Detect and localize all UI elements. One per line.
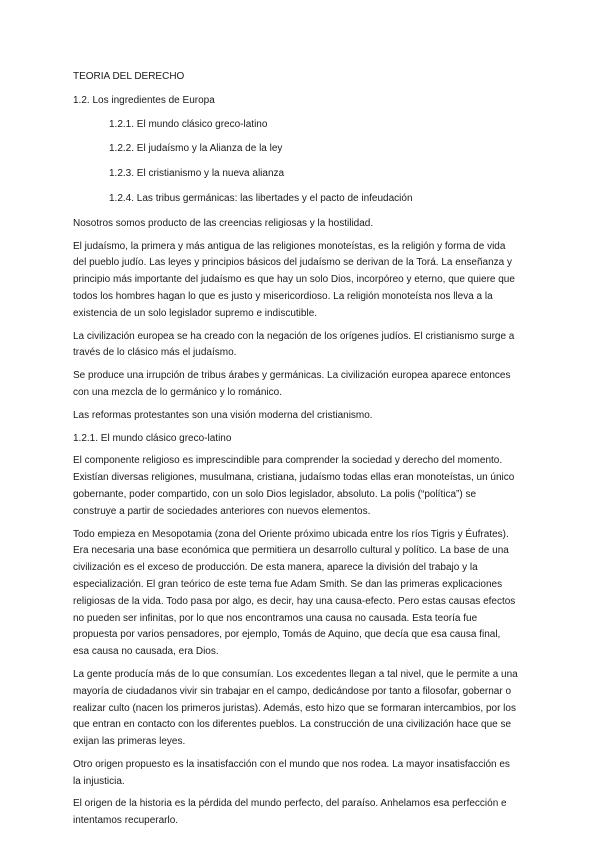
toc-item: 1.2.4. Las tribus germánicas: las libertades y el pacto de infeudación [109, 192, 413, 204]
toc-item: 1.2.2. El judaísmo y la Alianza de la ley [109, 143, 283, 155]
toc-item: 1.2.1. El mundo clásico greco-latino [109, 118, 268, 130]
section-heading: 1.2. Los ingredientes de Europa [73, 94, 215, 106]
paragraph: La civilización europea se ha creado con la negación de los orígenes judíos. El cristianismo surge a través de lo clásico más el judaísmo. [73, 330, 515, 359]
paragraph: Todo empieza en Mesopotamia (zona del Oriente próximo ubicada entre los ríos Tigris y Éufrates). Era necesaria una base económica que permitiera un desarrollo cultural y político. La base de una civilización es el exceso de producción. De esta manera, aparece la división del trabajo y la especialización. El gran teórico de este tema fue Adam Smith. Se dan las primeras explicaciones religiosas de la vida. Todo pasa por algo, es decir, hay una causa-efecto. Pero estas causas efectos no pueden ser infinitas, por lo que nos encontramos una causa no causada. Esta teoría fue propuesta por varios pensadores, por ejemplo, Tomás de Aquino, que decía que esa causa final, esa causa no causada, era Dios. [73, 528, 516, 658]
paragraph: Nosotros somos producto de las creencias religiosas y la hostilidad. [73, 217, 374, 229]
subsection-heading: 1.2.1. El mundo clásico greco-latino [73, 432, 232, 444]
document-title: TEORIA DEL DERECHO [73, 71, 185, 82]
toc-item: 1.2.3. El cristianismo y la nueva alianza [109, 168, 285, 180]
paragraph: El componente religioso es imprescindible para comprender la sociedad y derecho del momento. Existían diversas religiones, musulmana, cristiana, judaísmo todas ellas eran monoteístas, un único gobernante, poder compartido, con un solo Dios legislador, absoluto. La polis (“política”) se construye a partir de sociedades anteriores con nuevos elementos. [73, 455, 515, 517]
paragraph: Otro origen propuesto es la insatisfacción con el mundo que nos rodea. La mayor insatisfacción es la injusticia. [73, 758, 510, 787]
paragraph: La gente producía más de lo que consumían. Los excedentes llegan a tal nivel, que le permite a una mayoría de ciudadanos vivir sin trabajar en el campo, dedicándose por tanto a filosofar, gobernar o realizar culto (nacen los primeros juristas). Además, esto hizo que se formaran intercambios, por los que entran en contacto con los diferentes pueblos. La construcción de una civilización hace que se exijan las primeras leyes. [73, 668, 518, 748]
paragraph: El origen de la historia es la pérdida del mundo perfecto, del paraíso. Anhelamos esa perfección e intentamos recuperarlo. [73, 798, 507, 827]
paragraph: Las reformas protestantes son una visión moderna del cristianismo. [73, 409, 373, 421]
paragraph: Se produce una irrupción de tribus árabes y germánicas. La civilización europea aparece entonces con una mezcla de lo germánico y lo románico. [73, 370, 511, 398]
paragraph: El judaísmo, la primera y más antigua de las religiones monoteístas, es la religión y forma de vida del pueblo judío. Las leyes y principios básicos del judaísmo se derivan de la Torá. La enseñanza y principio más importante del judaísmo es que hay un solo Dios, incorpóreo y eterno, que quiere que todos los hombres hagan lo que es justo y misericordioso. La religión monoteísta nos lleva a la existencia de un solo legislador supremo e indiscutible. [73, 240, 515, 319]
